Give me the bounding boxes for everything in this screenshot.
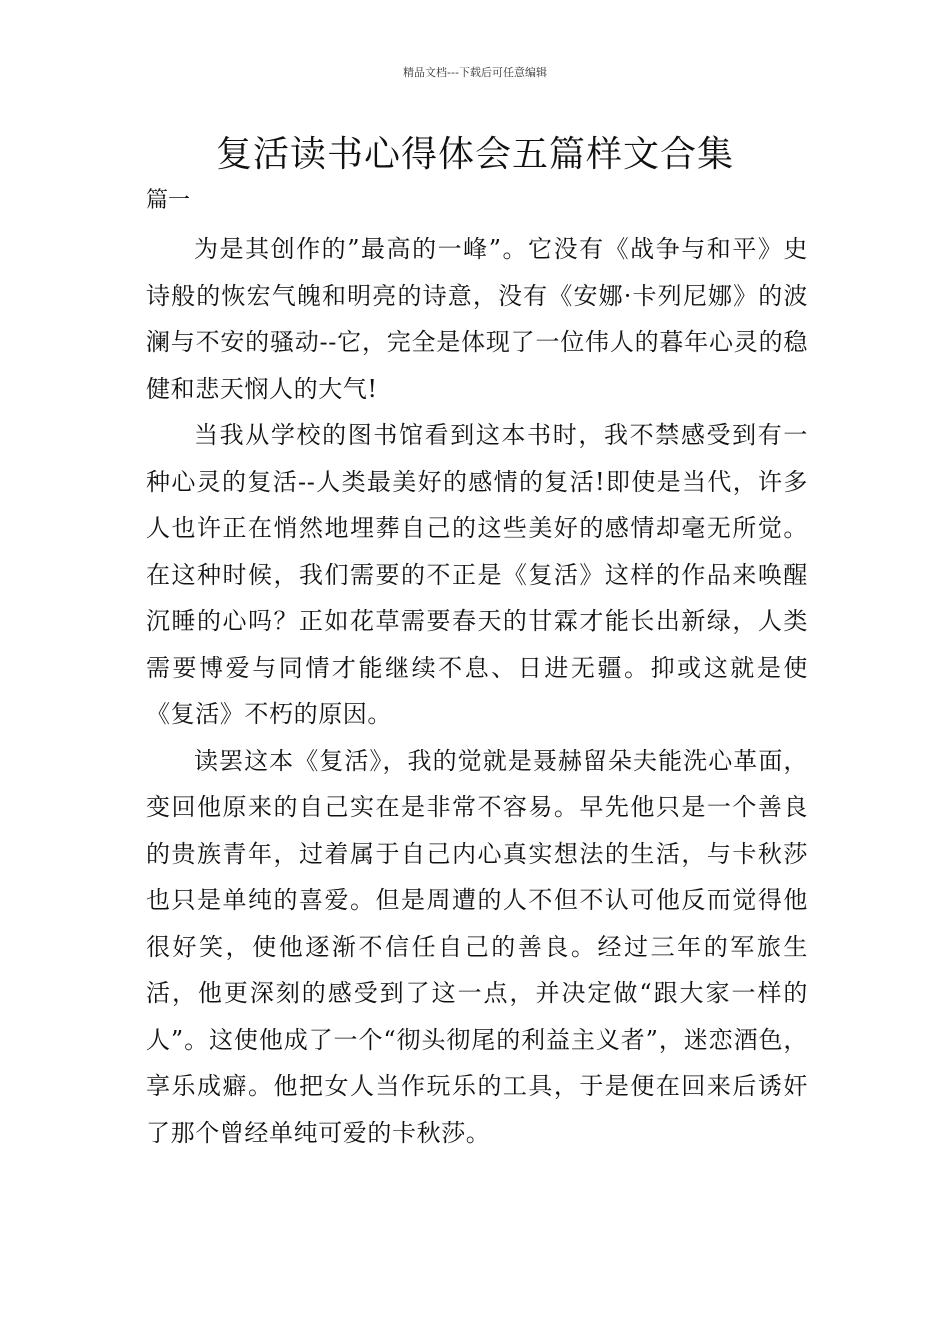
section-label: 篇一 <box>146 188 191 213</box>
paragraph: 为是其创作的”最高的一峰”。它没有《战争与和平》史诗般的恢宏气魄和明亮的诗意，没有《安娜·卡列尼娜》的波澜与不安的骚动--它，完全是体现了一位伟人的暮年心灵的稳健和悲天悯人的大气! <box>146 235 808 403</box>
header-note: 精品文档---下载后可任意编辑 <box>403 66 547 79</box>
document-title: 复活读书心得体会五篇样文合集 <box>215 134 734 175</box>
paragraph: 读罢这本《复活》，我的觉就是聂赫留朵夫能洗心革面，变回他原来的自己实在是非常不容易。早先他只是一个善良的贵族青年，过着属于自己内心真实想法的生活，与卡秋莎也只是单纯的喜爱。但是周遭的人不但不认可他反而觉得他很好笑，使他逐渐不信任自己的善良。经过三年的军旅生活，他更深刻的感受到了这一点，并决定做“跟大家一样的人”。这使他成了一个“彻头彻尾的利益主义者”，迷恋酒色，享乐成癖。他把女人当作玩乐的工具，于是便在回来后诱奸了那个曾经单纯可爱的卡秋莎。 <box>146 746 808 1147</box>
document-body <box>146 226 808 1156</box>
paragraph: 当我从学校的图书馆看到这本书时，我不禁感受到有一种心灵的复活--人类最美好的感情的复活!即使是当代，许多人也许正在悄然地埋葬自己的这些美好的感情却毫无所觉。在这种时候，我们需要的不正是《复活》这样的作品来唤醒沉睡的心吗？正如花草需要春天的甘霖才能长出新绿，人类需要博爱与同情才能继续不息、日进无疆。抑或这就是使《复活》不朽的原因。 <box>146 421 808 728</box>
